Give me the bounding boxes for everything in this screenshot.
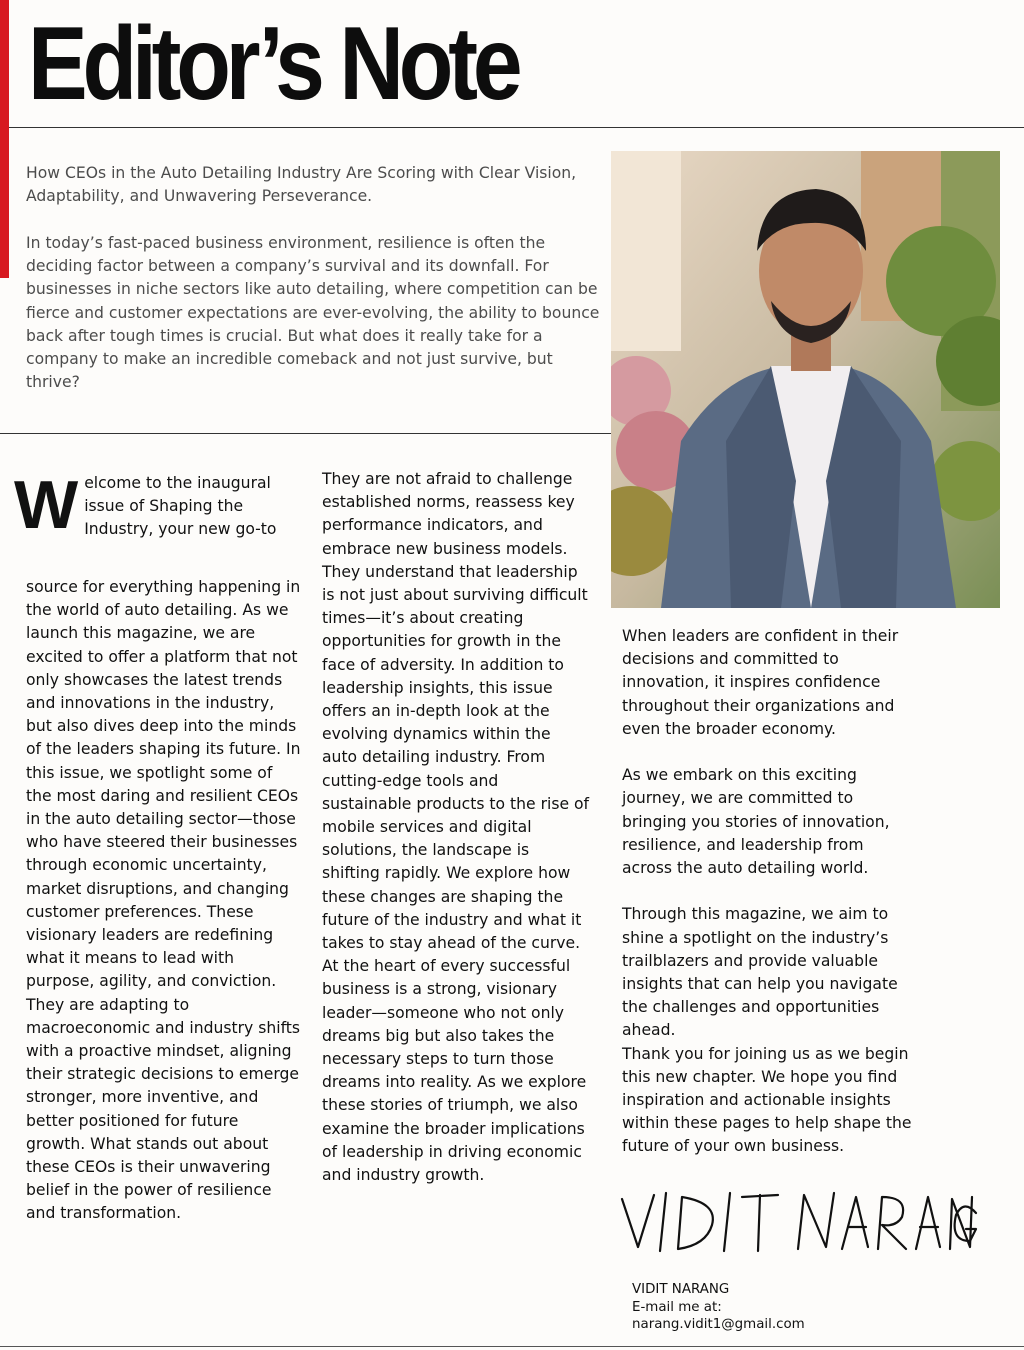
handwritten-signature [620,1185,980,1265]
column-3-paragraph-2: As we embark on this exciting journey, we are committed to bringing you stories of innovation, resilience, and leadership from across the auto detailing world. [622,766,890,878]
column-1-intro: elcome to the inaugural issue of Shaping the Industry, your new go-to [84,474,277,539]
drop-cap: W [14,467,79,543]
article-column-2 [322,468,590,1187]
article-column-1 [14,467,302,1226]
lede-text: In today’s fast-paced business environment, resilience is often the deciding factor between a company’s survival and its downfall. For businesses in niche sectors like auto detailing, where competition can be fierce and customer expectations are ever-evolving, the ability to bounce back after tough times is crucial. But what does it really take for a company to make an incredible comeback and not just survive, but thrive? [26,234,600,392]
column-1-body: source for everything happening in the world of auto detailing. As we launch this magazine, we are excited to offer a platform that not only showcases the latest trends and innovations in the industry, but also dives deep into the minds of the leaders shaping its future. In this issue, we spotlight some of the most daring and resilient CEOs in the auto detailing sector—those who have steered their businesses through economic uncertainty, market disruptions, and changing customer preferences. These visionary leaders are redefining what it means to lead with purpose, agility, and conviction. They are adapting to macroeconomic and industry shifts with a proactive mindset, aligning their strategic decisions to emerge stronger, more inventive, and better positioned for future growth. What stands out about these CEOs is their unwavering belief in the power of resilience and transformation. [26,578,301,1223]
email-label: E-mail me at: [632,1299,722,1315]
column-3-paragraph-1: When leaders are confident in their decisions and committed to innovation, it inspires confidence throughout their organizations and even the broader economy. [622,627,899,738]
column-3-paragraph-3: Through this magazine, we aim to shine a spotlight on the industry’s trailblazers and provide valuable insights that can help you navigate the challenges and opportunities ahead. [622,905,898,1040]
column-3-paragraph-4: Thank you for joining us as we begin this new chapter. We hope you find inspiration and actionable insights within these pages to help shape the future of your own business. [622,1044,912,1156]
email-address[interactable]: narang.vidit1@gmail.com [632,1317,805,1332]
column-2-paragraph-2: At the heart of every successful business is a strong, visionary leader—someone who not only dreams big but also takes the necessary steps to turn those dreams into reality. As we explore these stories of triumph, we also examine the broader implications of leadership in driving economic and industry growth. [322,957,587,1185]
article-column-3 [622,625,918,1159]
editor-portrait [611,151,1000,608]
contact-block [632,1281,805,1334]
article-subtitle [26,162,601,208]
section-divider [0,433,612,434]
editor-name: VIDIT NARANG [632,1282,730,1297]
article-lede [26,232,601,394]
footer-divider [0,1346,1024,1347]
page-title: Editor’s Note [28,6,518,122]
column-2-paragraph-1: They are not afraid to challenge established norms, reassess key performance indicators, and embrace new business models. They understand that leadership is not just about surviving difficult times—it’s about creating opportunities for growth in the face of adversity. In addition to leadership insights, this issue offers an in-depth look at the evolving dynamics within the auto detailing industry. From cutting-edge tools and sustainable products to the rise of mobile services and digital solutions, the landscape is shifting rapidly. We explore how these changes are shaping the future of the industry and what it takes to stay ahead of the curve. [322,470,590,953]
subtitle-text: How CEOs in the Auto Detailing Industry Are Scoring with Clear Vision, Adaptability, and Unwavering Perseverance. [26,164,577,206]
header-divider [9,127,1024,128]
accent-bar [0,0,9,278]
